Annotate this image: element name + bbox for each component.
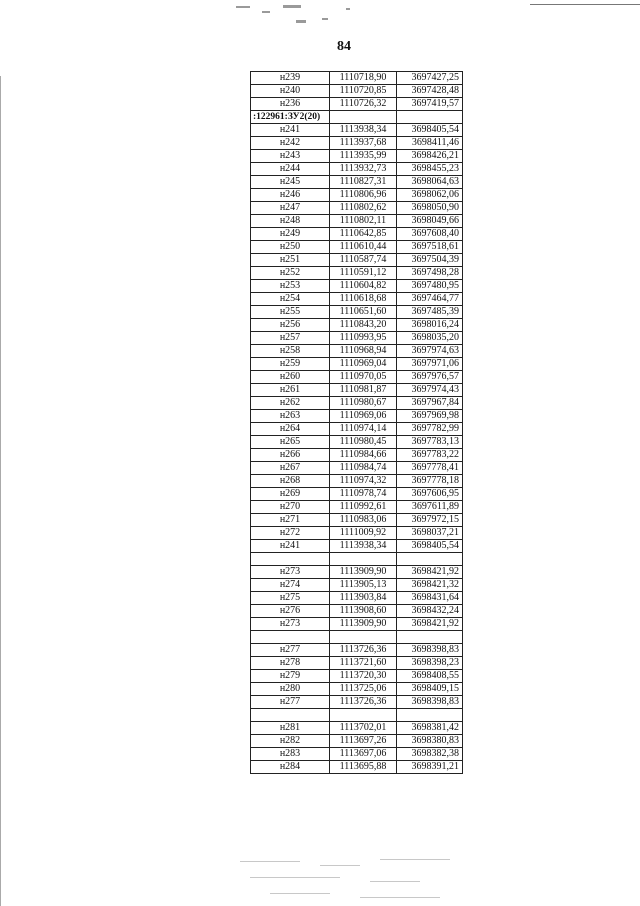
y-coordinate-cell: 3697782,99: [397, 423, 463, 436]
x-coordinate-cell: 1110984,66: [330, 449, 397, 462]
point-cell: н273: [251, 618, 330, 631]
y-coordinate-cell: 3697419,57: [397, 98, 463, 111]
point-cell: н241: [251, 124, 330, 137]
table-row: [251, 228, 463, 241]
table-row: [251, 319, 463, 332]
table-row: [251, 475, 463, 488]
point-cell: н239: [251, 72, 330, 85]
point-cell: н277: [251, 696, 330, 709]
x-coordinate-cell: 1113725,06: [330, 683, 397, 696]
point-cell: н263: [251, 410, 330, 423]
y-coordinate-cell: 3697969,98: [397, 410, 463, 423]
y-coordinate-cell: 3698431,64: [397, 592, 463, 605]
point-cell: н274: [251, 579, 330, 592]
table-row: [251, 449, 463, 462]
table-row: [251, 163, 463, 176]
table-row: [251, 644, 463, 657]
table-section-header: [251, 111, 463, 124]
y-coordinate-cell: 3697967,84: [397, 397, 463, 410]
y-coordinate-cell: 3698409,15: [397, 683, 463, 696]
table-row: [251, 501, 463, 514]
table-row: [251, 618, 463, 631]
x-coordinate-cell: 1110587,74: [330, 254, 397, 267]
point-cell: н244: [251, 163, 330, 176]
y-coordinate-cell: 3698380,83: [397, 735, 463, 748]
y-coordinate-cell: 3698408,55: [397, 670, 463, 683]
point-cell: н266: [251, 449, 330, 462]
x-coordinate-cell: 1113903,84: [330, 592, 397, 605]
y-coordinate-cell: 3697974,43: [397, 384, 463, 397]
x-coordinate-cell: 1113702,01: [330, 722, 397, 735]
x-coordinate-cell: 1113721,60: [330, 657, 397, 670]
table-row: [251, 397, 463, 410]
x-coordinate-cell: 1113932,73: [330, 163, 397, 176]
point-cell: н256: [251, 319, 330, 332]
scan-noise: [296, 20, 306, 23]
point-cell: н243: [251, 150, 330, 163]
x-coordinate-cell: 1110720,85: [330, 85, 397, 98]
table-row: [251, 85, 463, 98]
table-row: [251, 540, 463, 553]
table-row: [251, 592, 463, 605]
table-row: [251, 579, 463, 592]
y-coordinate-cell: 3698405,54: [397, 540, 463, 553]
point-cell: н258: [251, 345, 330, 358]
table-row: [251, 657, 463, 670]
point-cell: н279: [251, 670, 330, 683]
x-coordinate-cell: 1113938,34: [330, 124, 397, 137]
y-coordinate-cell: 3697976,57: [397, 371, 463, 384]
table-row: [251, 670, 463, 683]
point-cell: н269: [251, 488, 330, 501]
point-cell: [251, 709, 330, 722]
y-coordinate-cell: 3698426,21: [397, 150, 463, 163]
y-coordinate-cell: [397, 111, 463, 124]
x-coordinate-cell: 1113720,30: [330, 670, 397, 683]
table-row: [251, 137, 463, 150]
x-coordinate-cell: 1113935,99: [330, 150, 397, 163]
x-coordinate-cell: 1113697,06: [330, 748, 397, 761]
y-coordinate-cell: 3698398,83: [397, 696, 463, 709]
x-coordinate-cell: 1113905,13: [330, 579, 397, 592]
point-cell: н247: [251, 202, 330, 215]
x-coordinate-cell: 1110969,06: [330, 410, 397, 423]
scan-noise: [322, 18, 328, 20]
point-cell: н249: [251, 228, 330, 241]
x-coordinate-cell: [330, 553, 397, 566]
table-row: [251, 371, 463, 384]
y-coordinate-cell: 3698035,20: [397, 332, 463, 345]
x-coordinate-cell: [330, 111, 397, 124]
y-coordinate-cell: 3698398,23: [397, 657, 463, 670]
table-row: [251, 709, 463, 722]
point-cell: н264: [251, 423, 330, 436]
table-row: [251, 72, 463, 85]
x-coordinate-cell: 1110827,31: [330, 176, 397, 189]
y-coordinate-cell: 3697783,13: [397, 436, 463, 449]
scan-noise: [236, 6, 250, 8]
table-row: [251, 696, 463, 709]
point-cell: н240: [251, 85, 330, 98]
point-cell: [251, 553, 330, 566]
point-cell: н268: [251, 475, 330, 488]
table-row: [251, 124, 463, 137]
y-coordinate-cell: 3698405,54: [397, 124, 463, 137]
y-coordinate-cell: 3697504,39: [397, 254, 463, 267]
point-cell: н252: [251, 267, 330, 280]
y-coordinate-cell: 3698421,92: [397, 566, 463, 579]
y-coordinate-cell: 3697498,28: [397, 267, 463, 280]
x-coordinate-cell: 1110974,14: [330, 423, 397, 436]
point-cell: н236: [251, 98, 330, 111]
x-coordinate-cell: 1110802,11: [330, 215, 397, 228]
table-row: [251, 761, 463, 774]
x-coordinate-cell: 1113726,36: [330, 644, 397, 657]
x-coordinate-cell: 1113697,26: [330, 735, 397, 748]
y-coordinate-cell: 3698064,63: [397, 176, 463, 189]
table-row: [251, 215, 463, 228]
x-coordinate-cell: 1110984,74: [330, 462, 397, 475]
point-cell: н241: [251, 540, 330, 553]
point-cell: н272: [251, 527, 330, 540]
table-row: [251, 293, 463, 306]
y-coordinate-cell: 3698398,83: [397, 644, 463, 657]
point-cell: н253: [251, 280, 330, 293]
point-cell: н275: [251, 592, 330, 605]
y-coordinate-cell: [397, 631, 463, 644]
point-cell: н261: [251, 384, 330, 397]
y-coordinate-cell: 3698421,32: [397, 579, 463, 592]
x-coordinate-cell: 1110980,67: [330, 397, 397, 410]
table-row: [251, 345, 463, 358]
y-coordinate-cell: [397, 553, 463, 566]
y-coordinate-cell: 3698037,21: [397, 527, 463, 540]
x-coordinate-cell: 1113937,68: [330, 137, 397, 150]
x-coordinate-cell: 1110993,95: [330, 332, 397, 345]
y-coordinate-cell: 3697518,61: [397, 241, 463, 254]
table-row: [251, 150, 463, 163]
point-cell: н284: [251, 761, 330, 774]
page-edge-line: [0, 76, 1, 906]
table-row: [251, 436, 463, 449]
x-coordinate-cell: 1110642,85: [330, 228, 397, 241]
y-coordinate-cell: 3697427,25: [397, 72, 463, 85]
y-coordinate-cell: 3697428,48: [397, 85, 463, 98]
table-row: [251, 384, 463, 397]
table-row: [251, 332, 463, 345]
y-coordinate-cell: 3698391,21: [397, 761, 463, 774]
y-coordinate-cell: 3697972,15: [397, 514, 463, 527]
y-coordinate-cell: 3697606,95: [397, 488, 463, 501]
point-cell: н277: [251, 644, 330, 657]
x-coordinate-cell: 1110968,94: [330, 345, 397, 358]
x-coordinate-cell: [330, 709, 397, 722]
x-coordinate-cell: 1110726,32: [330, 98, 397, 111]
point-cell: н250: [251, 241, 330, 254]
y-coordinate-cell: 3697485,39: [397, 306, 463, 319]
y-coordinate-cell: 3698421,92: [397, 618, 463, 631]
table-row: [251, 514, 463, 527]
table-row: [251, 423, 463, 436]
point-cell: н242: [251, 137, 330, 150]
table-row: [251, 358, 463, 371]
table-row: [251, 488, 463, 501]
table-row: [251, 254, 463, 267]
point-cell: н271: [251, 514, 330, 527]
point-cell: н276: [251, 605, 330, 618]
point-cell: [251, 631, 330, 644]
point-cell: н262: [251, 397, 330, 410]
point-cell: н270: [251, 501, 330, 514]
y-coordinate-cell: 3698381,42: [397, 722, 463, 735]
x-coordinate-cell: 1111009,92: [330, 527, 397, 540]
point-cell: н251: [251, 254, 330, 267]
coordinates-table: [250, 71, 463, 774]
x-coordinate-cell: 1113726,36: [330, 696, 397, 709]
table-row: [251, 98, 463, 111]
y-coordinate-cell: 3698411,46: [397, 137, 463, 150]
table-row: [251, 306, 463, 319]
x-coordinate-cell: 1110981,87: [330, 384, 397, 397]
scan-noise: [262, 11, 270, 13]
y-coordinate-cell: 3697480,95: [397, 280, 463, 293]
y-coordinate-cell: 3698016,24: [397, 319, 463, 332]
scan-noise: [346, 8, 350, 10]
x-coordinate-cell: 1110843,20: [330, 319, 397, 332]
x-coordinate-cell: 1110651,60: [330, 306, 397, 319]
point-cell: н281: [251, 722, 330, 735]
point-cell: н283: [251, 748, 330, 761]
x-coordinate-cell: 1113909,90: [330, 566, 397, 579]
x-coordinate-cell: 1110978,74: [330, 488, 397, 501]
y-coordinate-cell: 3697611,89: [397, 501, 463, 514]
point-cell: н257: [251, 332, 330, 345]
point-cell: н280: [251, 683, 330, 696]
point-cell: н248: [251, 215, 330, 228]
x-coordinate-cell: 1110980,45: [330, 436, 397, 449]
x-coordinate-cell: 1110806,96: [330, 189, 397, 202]
table-row: [251, 176, 463, 189]
y-coordinate-cell: 3697464,77: [397, 293, 463, 306]
point-cell: н278: [251, 657, 330, 670]
point-cell: н260: [251, 371, 330, 384]
table-row: [251, 553, 463, 566]
table-row: [251, 202, 463, 215]
x-coordinate-cell: [330, 631, 397, 644]
table-row: [251, 280, 463, 293]
point-cell: н259: [251, 358, 330, 371]
y-coordinate-cell: 3698062,06: [397, 189, 463, 202]
point-cell: н273: [251, 566, 330, 579]
y-coordinate-cell: 3698049,66: [397, 215, 463, 228]
table-row: [251, 527, 463, 540]
scan-noise-bottom: [230, 855, 480, 903]
table-row: [251, 631, 463, 644]
table-row: [251, 267, 463, 280]
x-coordinate-cell: 1110718,90: [330, 72, 397, 85]
table-row: [251, 722, 463, 735]
table-row: [251, 683, 463, 696]
point-cell: н245: [251, 176, 330, 189]
y-coordinate-cell: [397, 709, 463, 722]
x-coordinate-cell: 1110992,61: [330, 501, 397, 514]
x-coordinate-cell: 1110983,06: [330, 514, 397, 527]
y-coordinate-cell: 3697778,41: [397, 462, 463, 475]
table-row: [251, 605, 463, 618]
table-row: [251, 566, 463, 579]
x-coordinate-cell: 1110970,05: [330, 371, 397, 384]
y-coordinate-cell: 3697783,22: [397, 449, 463, 462]
y-coordinate-cell: 3698432,24: [397, 605, 463, 618]
coordinates-table-body: [251, 72, 463, 774]
point-cell: н265: [251, 436, 330, 449]
y-coordinate-cell: 3698382,38: [397, 748, 463, 761]
x-coordinate-cell: 1110604,82: [330, 280, 397, 293]
point-cell: н254: [251, 293, 330, 306]
y-coordinate-cell: 3697974,63: [397, 345, 463, 358]
point-cell: н267: [251, 462, 330, 475]
table-row: [251, 189, 463, 202]
point-cell: :122961:ЗУ2(20): [251, 111, 330, 124]
x-coordinate-cell: 1113908,60: [330, 605, 397, 618]
table-row: [251, 241, 463, 254]
y-coordinate-cell: 3698455,23: [397, 163, 463, 176]
table-row: [251, 748, 463, 761]
y-coordinate-cell: 3697608,40: [397, 228, 463, 241]
point-cell: н282: [251, 735, 330, 748]
table-row: [251, 462, 463, 475]
x-coordinate-cell: 1110974,32: [330, 475, 397, 488]
point-cell: н255: [251, 306, 330, 319]
x-coordinate-cell: 1110802,62: [330, 202, 397, 215]
x-coordinate-cell: 1113909,90: [330, 618, 397, 631]
x-coordinate-cell: 1110618,68: [330, 293, 397, 306]
x-coordinate-cell: 1113695,88: [330, 761, 397, 774]
table-row: [251, 410, 463, 423]
y-coordinate-cell: 3697971,06: [397, 358, 463, 371]
scan-edge-line: [530, 4, 640, 5]
x-coordinate-cell: 1113938,34: [330, 540, 397, 553]
x-coordinate-cell: 1110610,44: [330, 241, 397, 254]
point-cell: н246: [251, 189, 330, 202]
y-coordinate-cell: 3698050,90: [397, 202, 463, 215]
y-coordinate-cell: 3697778,18: [397, 475, 463, 488]
x-coordinate-cell: 1110591,12: [330, 267, 397, 280]
table-row: [251, 735, 463, 748]
page-number: 84: [337, 39, 351, 54]
scan-noise: [283, 5, 301, 8]
x-coordinate-cell: 1110969,04: [330, 358, 397, 371]
